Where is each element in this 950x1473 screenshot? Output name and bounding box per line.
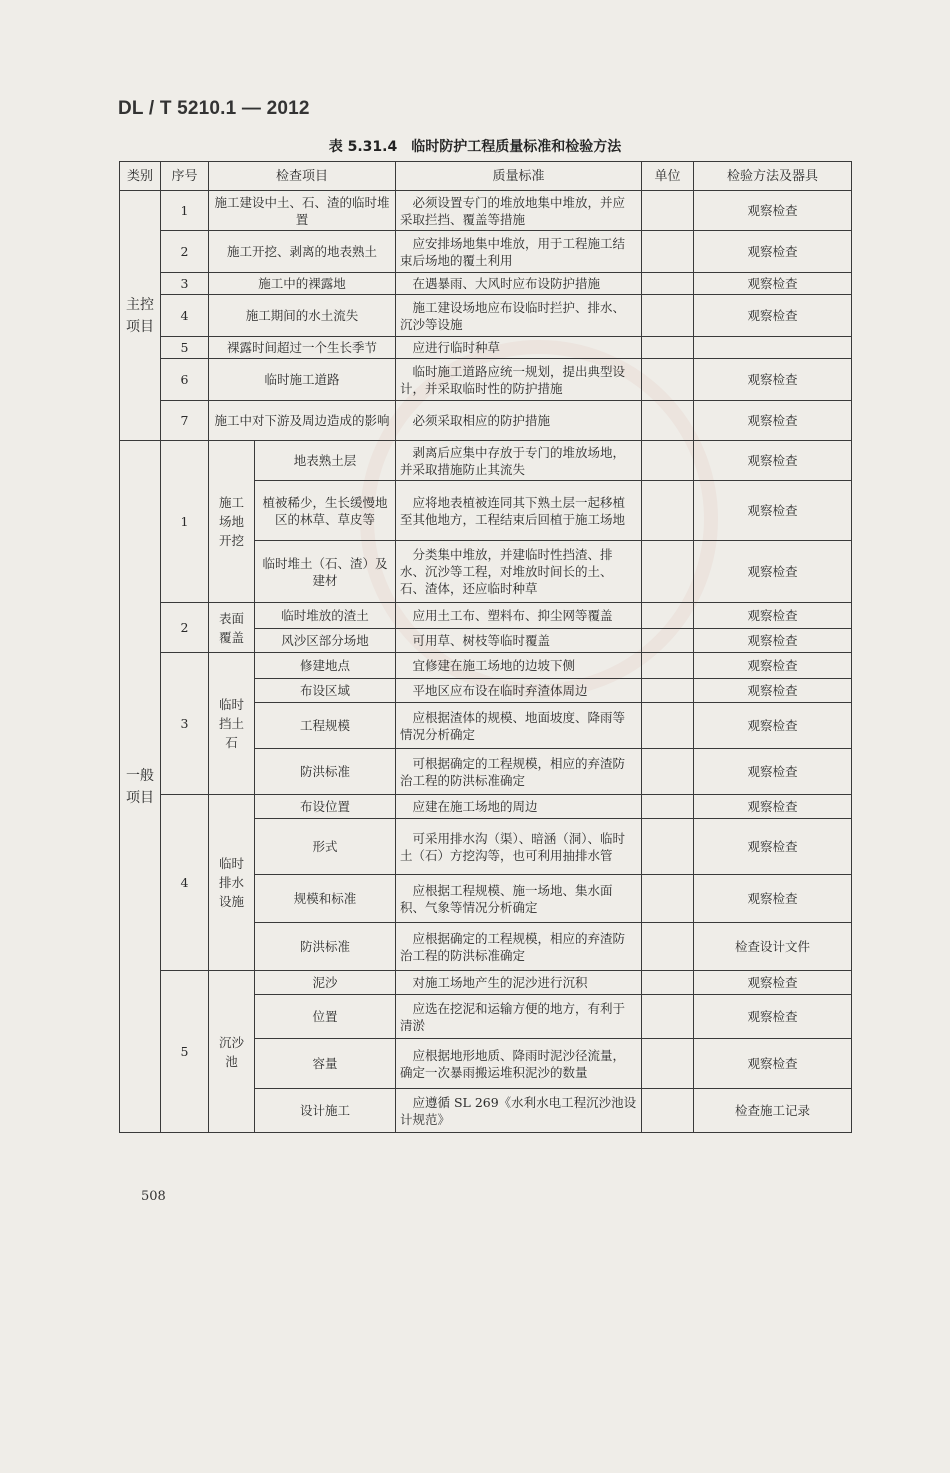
table-wrapper <box>119 161 851 1473</box>
unit <box>642 1089 694 1133</box>
unit <box>642 295 694 337</box>
table-caption <box>0 136 950 156</box>
row-number: 7 <box>161 401 209 441</box>
inspection-item: 施工中对下游及周边造成的影响 <box>209 401 396 441</box>
inspection-method: 观察检查 <box>694 875 852 923</box>
unit <box>642 481 694 541</box>
table-title: 临时防护工程质量标准和检验方法 <box>411 139 622 155</box>
inspection-item: 规模和标准 <box>255 875 396 923</box>
quality-standard: 分类集中堆放，并建临时性挡渣、排水、沉沙等工程，对堆放时间长的土、石、渣体，还应临时种草 <box>396 541 642 603</box>
unit <box>642 337 694 359</box>
unit <box>642 231 694 273</box>
inspection-method: 观察检查 <box>694 295 852 337</box>
inspection-method: 观察检查 <box>694 401 852 441</box>
inspection-method: 观察检查 <box>694 749 852 795</box>
group-name: 表面覆盖 <box>209 603 255 653</box>
unit <box>642 679 694 703</box>
table-row <box>120 653 852 679</box>
inspection-item: 布设位置 <box>255 795 396 819</box>
inspection-method: 观察检查 <box>694 603 852 629</box>
inspection-item: 施工开挖、剥离的地表熟土 <box>209 231 396 273</box>
group-name: 沉沙池 <box>209 971 255 1133</box>
col-header-number: 序号 <box>161 162 209 191</box>
standard-code: DL / T 5210.1 — 2012 <box>118 98 310 119</box>
group-number: 1 <box>161 441 209 603</box>
quality-standard: 应安排场地集中堆放，用于工程施工结束后场地的覆土利用 <box>396 231 642 273</box>
unit <box>642 653 694 679</box>
category-main-control: 主控项目 <box>120 191 161 441</box>
table-row <box>120 971 852 995</box>
inspection-method <box>694 337 852 359</box>
quality-standard: 宜修建在施工场地的边坡下侧 <box>396 653 642 679</box>
inspection-item: 位置 <box>255 995 396 1039</box>
inspection-item: 形式 <box>255 819 396 875</box>
unit <box>642 749 694 795</box>
quality-standard: 应根据地形地质、降雨时泥沙径流量，确定一次暴雨搬运堆积泥沙的数量 <box>396 1039 642 1089</box>
col-header-category: 类别 <box>120 162 161 191</box>
unit <box>642 1039 694 1089</box>
header-row <box>120 162 852 191</box>
inspection-method: 观察检查 <box>694 481 852 541</box>
col-header-standard: 质量标准 <box>396 162 642 191</box>
unit <box>642 541 694 603</box>
quality-standard: 应将地表植被连同其下熟土层一起移植至其他地方，工程结束后回植于施工场地 <box>396 481 642 541</box>
inspection-item: 防洪标准 <box>255 749 396 795</box>
inspection-item: 泥沙 <box>255 971 396 995</box>
inspection-item: 地表熟土层 <box>255 441 396 481</box>
inspection-item: 临时堆放的渣土 <box>255 603 396 629</box>
row-number: 3 <box>161 273 209 295</box>
unit <box>642 603 694 629</box>
table-row <box>120 191 852 231</box>
row-number: 5 <box>161 337 209 359</box>
quality-standard: 应进行临时种草 <box>396 337 642 359</box>
inspection-item: 施工中的裸露地 <box>209 273 396 295</box>
inspection-method: 观察检查 <box>694 679 852 703</box>
table-row <box>120 337 852 359</box>
inspection-method: 观察检查 <box>694 191 852 231</box>
group-number: 5 <box>161 971 209 1133</box>
inspection-method: 观察检查 <box>694 1039 852 1089</box>
group-number: 4 <box>161 795 209 971</box>
unit <box>642 703 694 749</box>
quality-standard: 施工建设场地应布设临时拦护、排水、沉沙等设施 <box>396 295 642 337</box>
group-number: 3 <box>161 653 209 795</box>
table-row <box>120 795 852 819</box>
inspection-item: 修建地点 <box>255 653 396 679</box>
inspection-item: 风沙区部分场地 <box>255 629 396 653</box>
inspection-item: 布设区域 <box>255 679 396 703</box>
quality-standard: 必须设置专门的堆放地集中堆放，并应采取拦挡、覆盖等措施 <box>396 191 642 231</box>
row-number: 6 <box>161 359 209 401</box>
inspection-method: 观察检查 <box>694 273 852 295</box>
unit <box>642 923 694 971</box>
quality-standard: 可根据确定的工程规模，相应的弃渣防治工程的防洪标准确定 <box>396 749 642 795</box>
inspection-item: 设计施工 <box>255 1089 396 1133</box>
table-row <box>120 401 852 441</box>
inspection-item: 植被稀少，生长缓慢地区的林草、草皮等 <box>255 481 396 541</box>
inspection-method: 观察检查 <box>694 819 852 875</box>
inspection-item: 防洪标准 <box>255 923 396 971</box>
col-header-item: 检查项目 <box>209 162 396 191</box>
unit <box>642 191 694 231</box>
quality-standard: 应建在施工场地的周边 <box>396 795 642 819</box>
inspection-method: 观察检查 <box>694 971 852 995</box>
unit <box>642 441 694 481</box>
row-number: 2 <box>161 231 209 273</box>
quality-standard: 应根据工程规模、施一场地、集水面积、气象等情况分析确定 <box>396 875 642 923</box>
quality-standard: 应用土工布、塑料布、抑尘网等覆盖 <box>396 603 642 629</box>
inspection-item: 临时堆土（石、渣）及建材 <box>255 541 396 603</box>
table-number: 表 5.31.4 <box>328 139 398 155</box>
inspection-method: 检查设计文件 <box>694 923 852 971</box>
unit <box>642 971 694 995</box>
inspection-item: 施工期间的水土流失 <box>209 295 396 337</box>
quality-standard: 应根据渣体的规模、地面坡度、降雨等情况分析确定 <box>396 703 642 749</box>
table-row <box>120 441 852 481</box>
quality-standard: 可用草、树枝等临时覆盖 <box>396 629 642 653</box>
row-number: 4 <box>161 295 209 337</box>
inspection-method: 观察检查 <box>694 703 852 749</box>
unit <box>642 875 694 923</box>
category-general: 一般项目 <box>120 441 161 1133</box>
inspection-method: 观察检查 <box>694 795 852 819</box>
inspection-method: 检查施工记录 <box>694 1089 852 1133</box>
table-row <box>120 295 852 337</box>
inspection-item: 临时施工道路 <box>209 359 396 401</box>
inspection-method: 观察检查 <box>694 653 852 679</box>
quality-standard: 对施工场地产生的泥沙进行沉积 <box>396 971 642 995</box>
inspection-item: 施工建设中土、石、渣的临时堆置 <box>209 191 396 231</box>
unit <box>642 795 694 819</box>
group-name: 临时排水设施 <box>209 795 255 971</box>
quality-standard: 应遵循 SL 269《水利水电工程沉沙池设计规范》 <box>396 1089 642 1133</box>
inspection-method: 观察检查 <box>694 441 852 481</box>
row-number: 1 <box>161 191 209 231</box>
unit <box>642 273 694 295</box>
unit <box>642 359 694 401</box>
table-row <box>120 603 852 629</box>
group-number: 2 <box>161 603 209 653</box>
inspection-item: 工程规模 <box>255 703 396 749</box>
unit <box>642 401 694 441</box>
group-name: 临时挡土石 <box>209 653 255 795</box>
col-header-method: 检验方法及器具 <box>694 162 852 191</box>
col-header-unit: 单位 <box>642 162 694 191</box>
inspection-item: 容量 <box>255 1039 396 1089</box>
page-number: 508 <box>141 1189 166 1204</box>
quality-standard: 临时施工道路应统一规划，提出典型设计，并采取临时性的防护措施 <box>396 359 642 401</box>
unit <box>642 819 694 875</box>
quality-standard-table <box>119 161 852 1133</box>
quality-standard: 应选在挖泥和运输方便的地方，有利于清淤 <box>396 995 642 1039</box>
quality-standard: 平地区应布设在临时弃渣体周边 <box>396 679 642 703</box>
inspection-method: 观察检查 <box>694 629 852 653</box>
quality-standard: 可采用排水沟（渠）、暗涵（洞）、临时土（石）方挖沟等，也可利用抽排水管 <box>396 819 642 875</box>
inspection-method: 观察检查 <box>694 541 852 603</box>
inspection-method: 观察检查 <box>694 995 852 1039</box>
unit <box>642 629 694 653</box>
inspection-method: 观察检查 <box>694 359 852 401</box>
quality-standard: 应根据确定的工程规模，相应的弃渣防治工程的防洪标准确定 <box>396 923 642 971</box>
table-row <box>120 359 852 401</box>
quality-standard: 在遇暴雨、大风时应布设防护措施 <box>396 273 642 295</box>
table-row <box>120 231 852 273</box>
inspection-item: 裸露时间超过一个生长季节 <box>209 337 396 359</box>
quality-standard: 剥离后应集中存放于专门的堆放场地，并采取措施防止其流失 <box>396 441 642 481</box>
unit <box>642 995 694 1039</box>
table-row <box>120 273 852 295</box>
group-name: 施工场地开挖 <box>209 441 255 603</box>
inspection-method: 观察检查 <box>694 231 852 273</box>
quality-standard: 必须采取相应的防护措施 <box>396 401 642 441</box>
